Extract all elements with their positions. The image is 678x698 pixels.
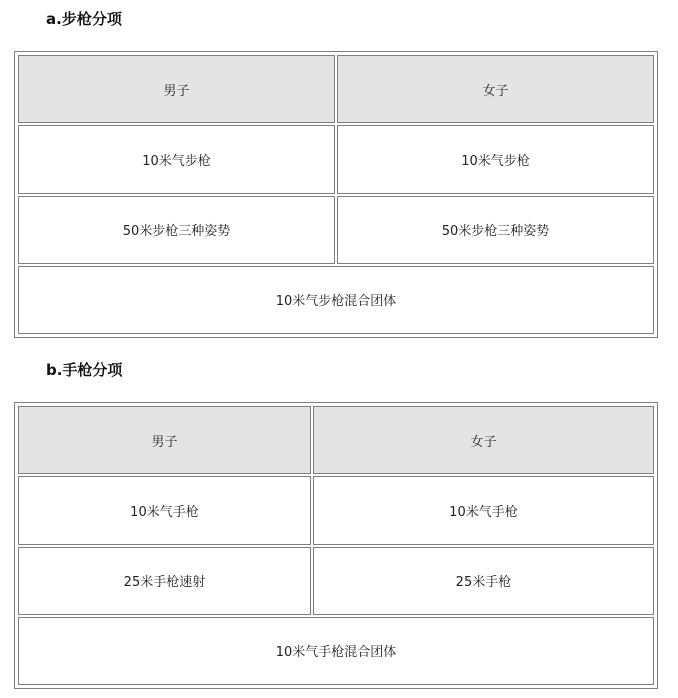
table-header-row [18,55,654,123]
table-row [18,125,654,193]
table-cell-men: 10米气步枪 [18,125,335,193]
rifle-events-table [14,51,658,338]
table-row [18,196,654,264]
section-heading-rifle: a.步枪分项 [46,10,122,28]
table-cell-men: 50米步枪三种姿势 [18,196,335,264]
section-heading-pistol: b.手枪分项 [46,361,123,379]
table-row [18,547,654,615]
table-cell-men: 25米手枪速射 [18,547,311,615]
table-row-mixed [18,266,654,334]
column-header-women: 女子 [313,406,654,474]
table-cell-men: 10米气手枪 [18,476,311,544]
table-cell-women: 10米气步枪 [337,125,654,193]
table-row [18,476,654,544]
column-header-women: 女子 [337,55,654,123]
table-header-row [18,406,654,474]
column-header-men: 男子 [18,55,335,123]
pistol-events-table [14,402,658,689]
table-cell-women: 25米手枪 [313,547,654,615]
table-cell-mixed: 10米气步枪混合团体 [18,266,654,334]
table-row-mixed [18,617,654,685]
table-cell-women: 10米气手枪 [313,476,654,544]
table-cell-mixed: 10米气手枪混合团体 [18,617,654,685]
table-cell-women: 50米步枪三种姿势 [337,196,654,264]
column-header-men: 男子 [18,406,311,474]
